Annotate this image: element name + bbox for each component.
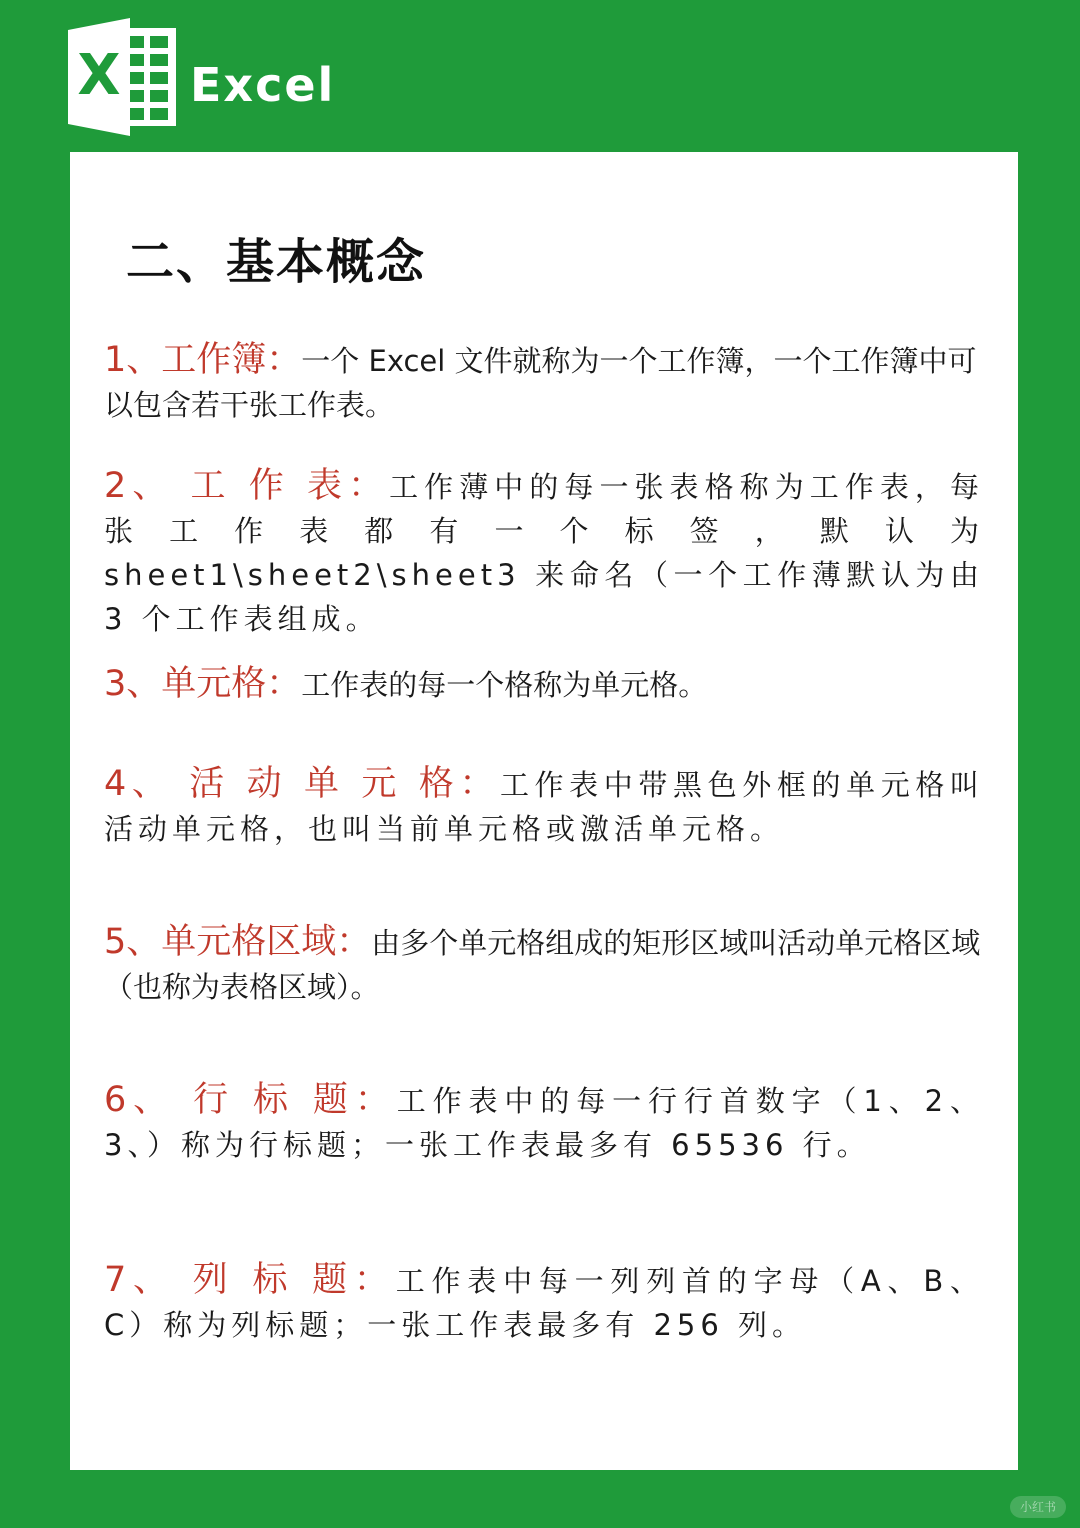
concept-item-cell [104,662,984,707]
concept-term: 3、单元格： [104,664,302,704]
logo-text: Excel [190,58,336,112]
concept-text: 工作表中的每一行行首数字（1、2、3、）称为行标题；一张工作表最多有 65536 行。 [104,1084,984,1162]
concept-text: 工作表的每一个格称为单元格。 [301,668,708,702]
excel-logo-icon [68,18,176,136]
concept-item-cell-range [104,920,984,1009]
content-card [70,152,1018,1470]
concept-term: 5、单元格区域： [104,922,372,962]
concept-item-column-header [104,1258,984,1347]
logo-mark-letter: X [77,43,121,108]
concept-term: 6、 行 标 题： [104,1080,397,1120]
concept-term: 7、 列 标 题： [104,1260,396,1300]
concept-item-workbook [104,338,984,427]
section-heading: 二、基本概念 [126,234,427,290]
concept-item-worksheet [104,464,984,641]
concept-text: 一个 Excel 文件就称为一个工作簿，一个工作簿中可以包含若干张工作表。 [104,344,977,422]
concept-term: 1、工作簿： [104,340,302,380]
concept-item-active-cell [104,762,984,851]
concept-item-row-header [104,1078,984,1167]
concept-text: 由多个单元格组成的矩形区域叫活动单元格区域（也称为表格区域）。 [104,926,981,1004]
concept-term: 2、 工 作 表： [104,466,390,506]
watermark: 小红书 [1010,1496,1066,1518]
concept-text: 工作表中带黑色外框的单元格叫活动单元格，也叫当前单元格或激活单元格。 [104,768,984,846]
concept-text: 工作薄中的每一张表格称为工作表，每张工作表都有一个标签，默认为 sheet1\sheet2\sheet3 来命名（一个工作薄默认为由 3 个工作表组成。 [104,470,984,636]
excel-logo [68,18,336,138]
concept-term: 4、 活 动 单 元 格： [104,764,500,804]
concept-text: 工作表中每一列列首的字母（A、B、C）称为列标题；一张工作表最多有 256 列。 [104,1264,985,1342]
